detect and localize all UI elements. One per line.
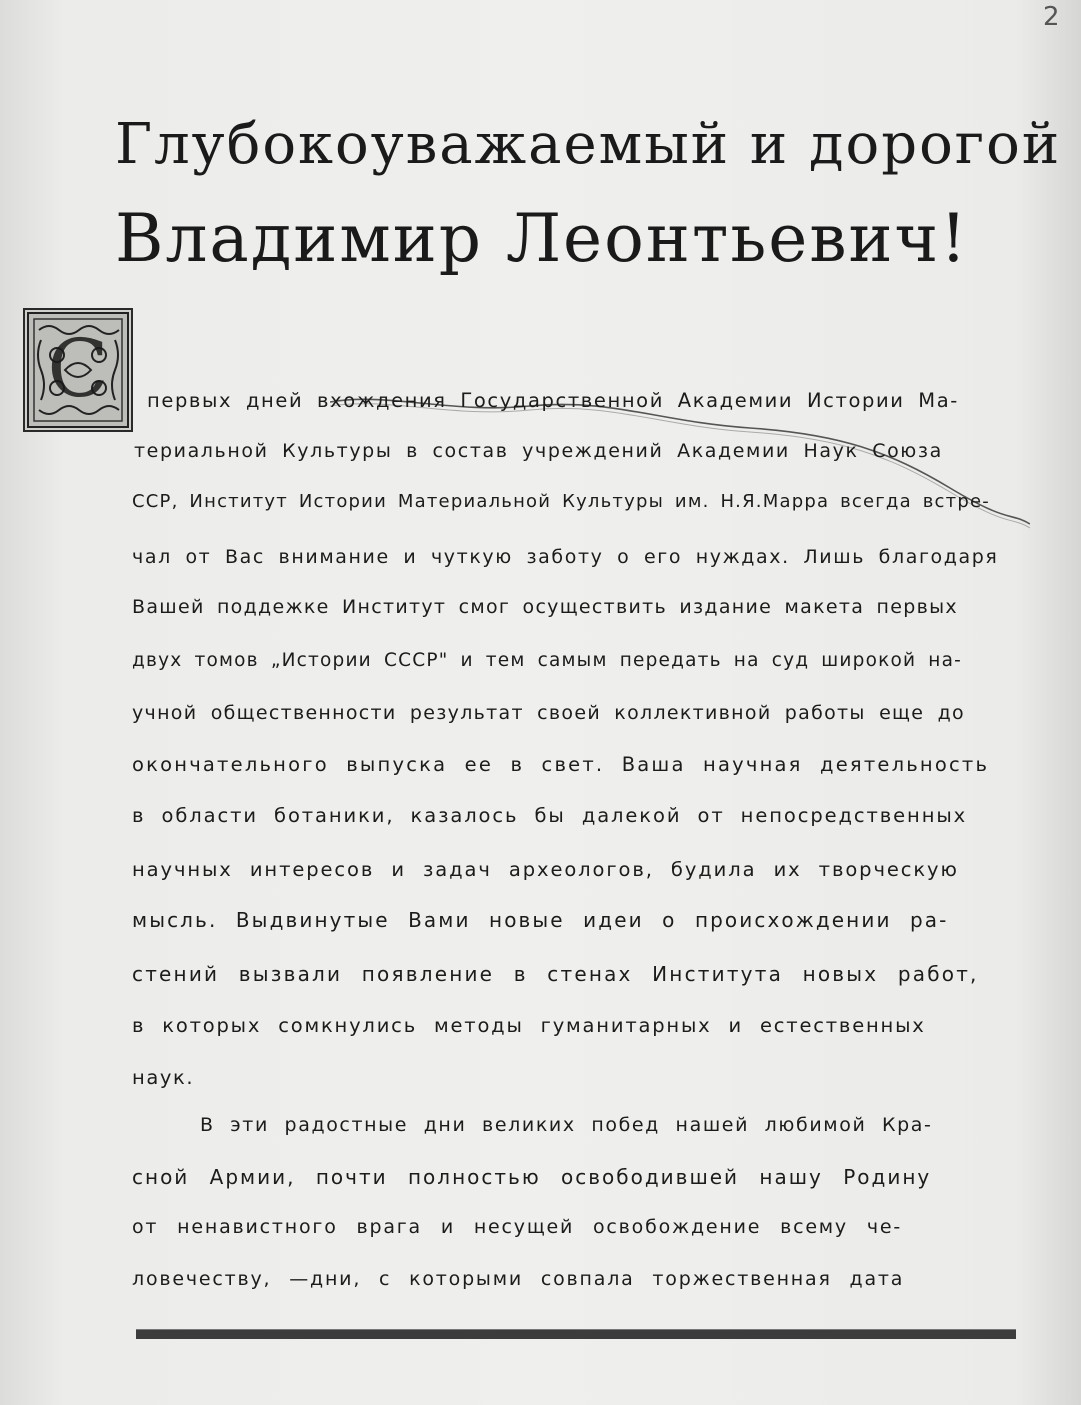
salutation-line-2: Владимир Леонтьевич! [115,200,969,277]
text-line: мысль. Выдвинутые Вами новые идеи о происхождении ра- [132,908,949,932]
text-line: ССР, Институт Истории Материальной Культуры им. Н.Я.Марра всегда встре- [132,491,990,512]
ornamental-initial [23,308,133,432]
salutation-line-1: Глубокоуважаемый и дорогой [115,112,1062,177]
text-line: научных интересов и задач археологов, будила их творческую [132,858,959,881]
text-line: Вашей поддежке Институт смог осуществить издание макета первых [132,596,958,618]
text-line: териальной Культуры в состав учреждений Академии Наук Союза [134,440,943,462]
text-line: двух томов „Истории СССР" и тем самым передать на суд широкой на- [132,650,963,671]
text-line: окончательного выпуска ее в свет. Ваша научная деятельность [132,753,990,776]
text-line: первых дней вхождения Государственной Академии Истории Ма- [147,389,959,412]
text-line: ловечеству, —дни, с которыми совпала торжественная дата [132,1268,905,1290]
text-line: чал от Вас внимание и чуткую заботу о его нуждах. Лишь благодаря [132,546,999,568]
text-line: В эти радостные дни великих побед нашей любимой Кра- [200,1114,933,1136]
text-line: учной общественности результат своей коллективной работы еще до [132,702,965,724]
text-line: наук. [132,1066,195,1089]
text-line: в которых сомкнулись методы гуманитарных и естественных [132,1014,926,1037]
text-line: в области ботаники, казалось бы далекой от непосредственных [132,804,968,827]
text-line: от ненавистного врага и несущей освобождение всему че- [132,1216,902,1238]
initial-letter: С [47,322,109,415]
page-number: 2 [1043,2,1060,32]
text-line: стений вызвали появление в стенах Института новых работ, [132,962,979,986]
bottom-rule [136,1329,1016,1339]
text-line: сной Армии, почти полностью освободившей нашу Родину [132,1165,932,1189]
